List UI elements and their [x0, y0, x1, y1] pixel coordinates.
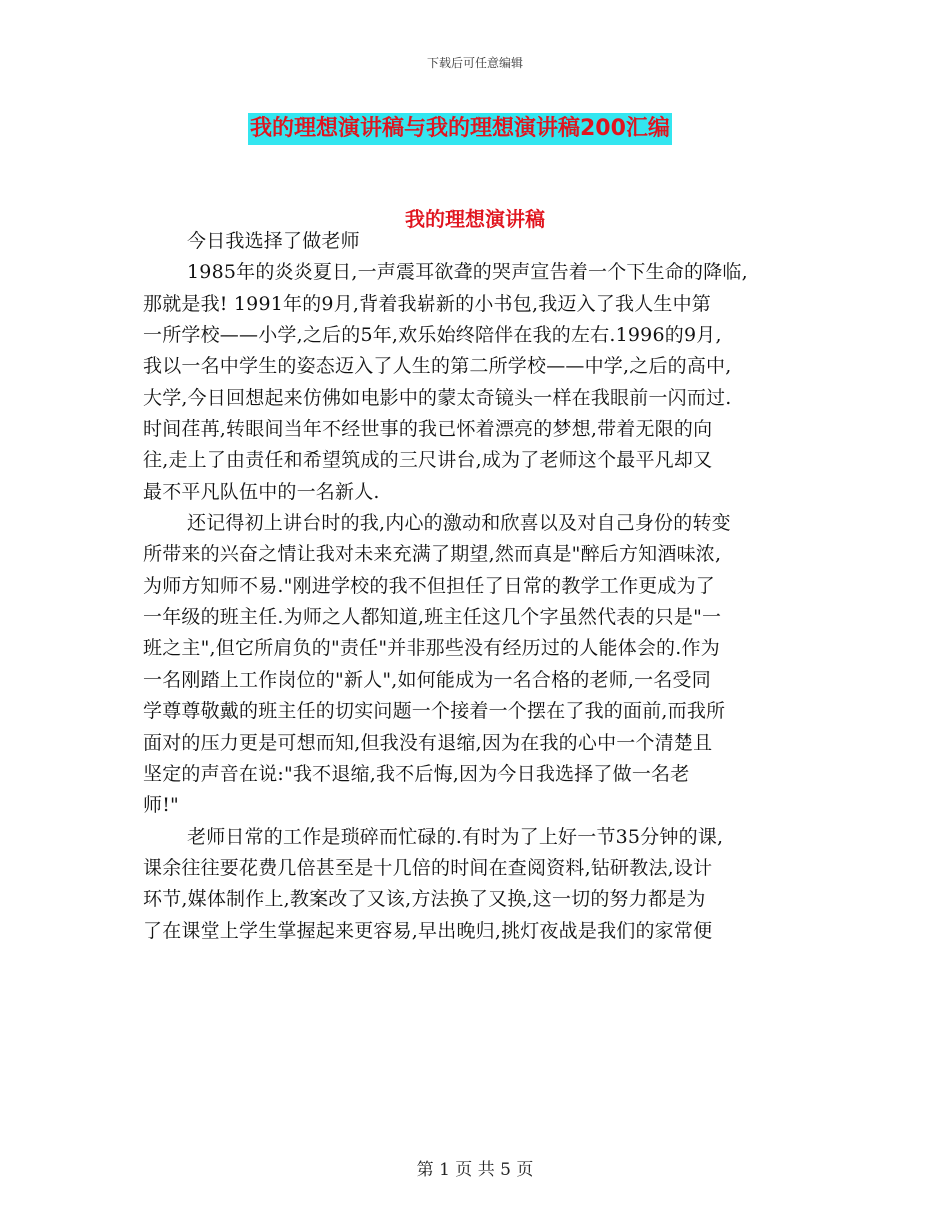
paragraph-line: 一名刚踏上工作岗位的"新人",如何能成为一名合格的老师,一名受同	[143, 668, 711, 691]
paragraph-line: 师!"	[143, 794, 179, 817]
paragraph-line: 坚定的声音在说:"我不退缩,我不后悔,因为今日我选择了做一名老	[143, 762, 690, 785]
paragraph-line: 那就是我! 1991年的9月,背着我崭新的小书包,我迈入了我人生中第	[143, 292, 711, 315]
paragraph-line: 为师方知师不易."刚进学校的我不但担任了日常的教学工作更成为了	[143, 574, 715, 597]
paragraph-line: 往,走上了由责任和希望筑成的三尺讲台,成为了老师这个最平凡却又	[143, 449, 713, 472]
paragraph-line: 1985年的炎炎夏日,一声震耳欲聋的哭声宣告着一个下生命的降临,	[187, 261, 748, 284]
paragraph-line: 时间荏苒,转眼间当年不经世事的我已怀着漂亮的梦想,带着无限的向	[143, 418, 713, 441]
section-title: 我的理想演讲稿	[405, 207, 545, 231]
document-title: 我的理想演讲稿与我的理想演讲稿200汇编	[248, 113, 672, 145]
paragraph-line: 所带来的兴奋之情让我对未来充满了期望,然而真是"醉后方知酒味浓,	[143, 543, 722, 566]
paragraph-line: 一所学校——小学,之后的5年,欢乐始终陪伴在我的左右.1996的9月,	[143, 324, 722, 347]
paragraph-line: 今日我选择了做老师	[187, 230, 360, 252]
body-text	[143, 226, 808, 947]
paragraph-line: 我以一名中学生的姿态迈入了人生的第二所学校——中学,之后的高中,	[143, 355, 732, 378]
header-note: 下载后可任意编辑	[426, 56, 523, 70]
paragraph-line: 面对的压力更是可想而知,但我没有退缩,因为在我的心中一个清楚且	[143, 731, 713, 754]
paragraph-line: 老师日常的工作是琐碎而忙碌的.有时为了上好一节35分钟的课,	[187, 825, 724, 848]
page-footer: 第 1 页 共 5 页	[416, 1160, 534, 1180]
paragraph-line: 了在课堂上学生掌握起来更容易,早出晚归,挑灯夜战是我们的家常便	[143, 919, 713, 942]
paragraph-line: 大学,今日回想起来仿佛如电影中的蒙太奇镜头一样在我眼前一闪而过.	[143, 386, 732, 409]
paragraph-line: 课余往往要花费几倍甚至是十几倍的时间在查阅资料,钻研教法,设计	[143, 856, 713, 879]
paragraph-line: 最不平凡队伍中的一名新人.	[143, 480, 380, 503]
paragraph-line: 环节,媒体制作上,教案改了又该,方法换了又换,这一切的努力都是为	[143, 888, 706, 911]
paragraph-line: 还记得初上讲台时的我,内心的激动和欣喜以及对自己身份的转变	[187, 512, 731, 535]
paragraph-line: 学尊尊敬戴的班主任的切实问题一个接着一个摆在了我的面前,而我所	[143, 700, 726, 723]
paragraph-line: 班之主",但它所肩负的"责任"并非那些没有经历过的人能体会的.作为	[143, 637, 720, 660]
paragraph-line: 一年级的班主任.为师之人都知道,班主任这几个字虽然代表的只是"一	[143, 606, 722, 629]
